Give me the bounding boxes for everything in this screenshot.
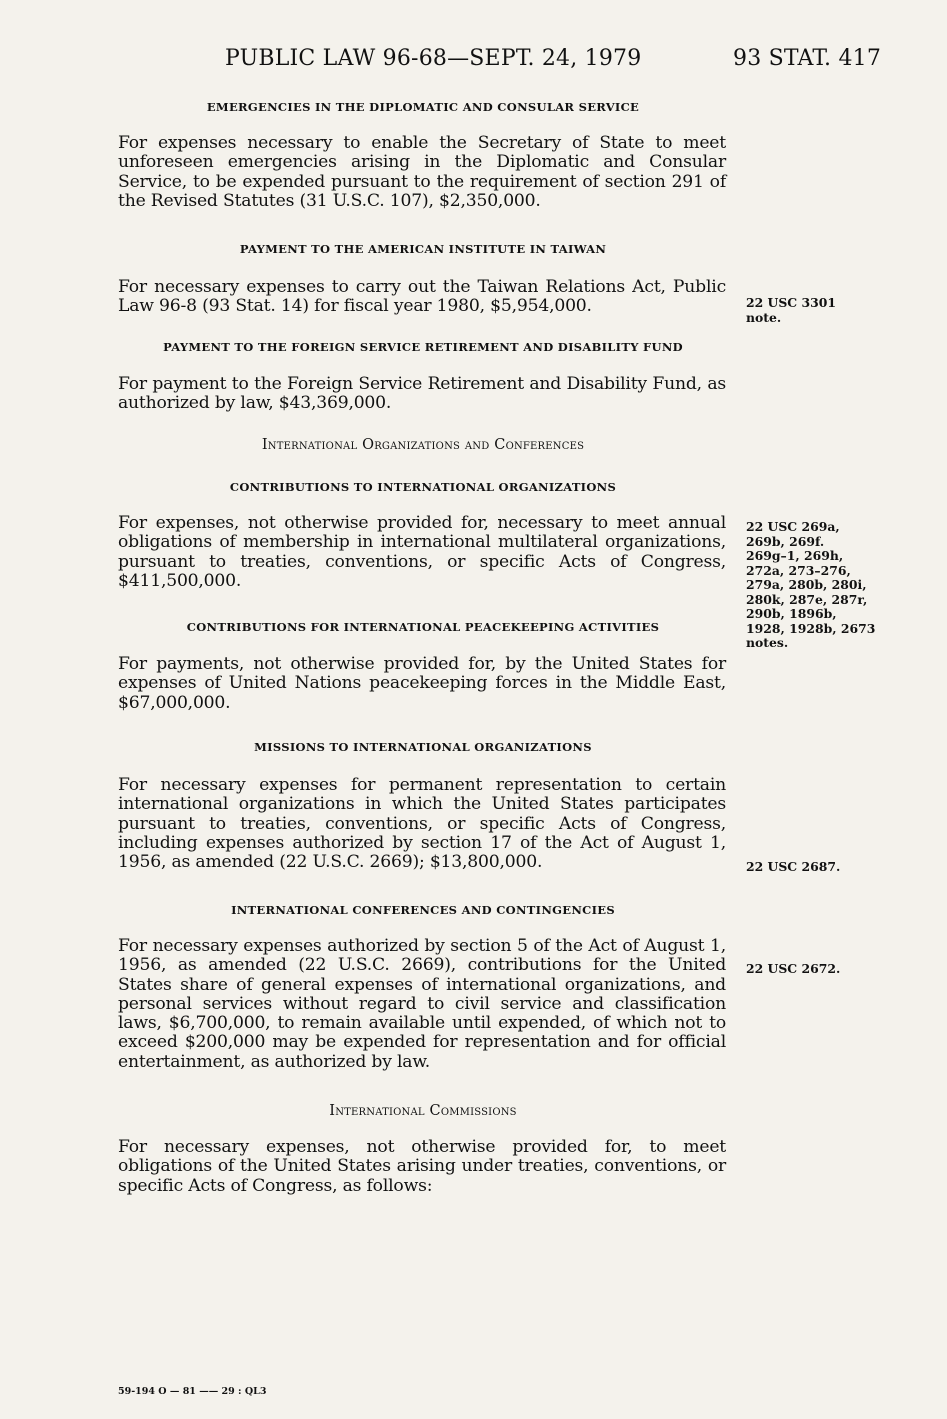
paragraph-missions-international-organizations: For necessary expenses for permanent representation to certain international organizations in which the United States participates pursuant to treaties, conventions, or specific Acts of Congress, including expenses authorized by section 17 of the Act of August 1, 1956, as amended (22 U.S.C. 2669); $13,800,000.	[118, 775, 726, 873]
heading-taiwan-institute: PAYMENT TO THE AMERICAN INSTITUTE IN TAIWAN	[239, 242, 607, 256]
paragraph-taiwan-institute: For necessary expenses to carry out the Taiwan Relations Act, Public Law 96-8 (93 Stat. 14) for fiscal year 1980, $5,954,000.	[118, 277, 726, 317]
margin-note-22-usc-2672: 22 USC 2672.	[746, 961, 841, 976]
footer-print-code: 59-194 O — 81 —— 29 : QL3	[118, 1386, 267, 1397]
heading-peacekeeping-activities: CONTRIBUTIONS FOR INTERNATIONAL PEACEKEEPING ACTIVITIES	[186, 620, 660, 634]
heading-contributions-international-organizations: CONTRIBUTIONS TO INTERNATIONAL ORGANIZATIONS	[229, 480, 617, 494]
paragraph-emergencies: For expenses necessary to enable the Secretary of State to meet unforeseen emergencies arising in the Diplomatic and Consular Service, to be expended pursuant to the requirement of section 291 of the Revised Statutes (31 U.S.C. 107), $2,350,000.	[118, 133, 726, 211]
heading-missions-international-organizations: MISSIONS TO INTERNATIONAL ORGANIZATIONS	[254, 740, 592, 754]
paragraph-international-commissions: For necessary expenses, not otherwise provided for, to meet obligations of the United States arising under treaties, conventions, or specific Acts of Congress, as follows:	[118, 1137, 726, 1196]
heading-international-organizations-conferences: International Organizations and Conferences	[261, 437, 585, 453]
paragraph-foreign-service-retirement: For payment to the Foreign Service Retirement and Disability Fund, as authorized by law, $43,369,000.	[118, 374, 726, 414]
margin-note-22-usc-3301: 22 USC 3301 note.	[746, 295, 836, 325]
heading-conferences-contingencies: INTERNATIONAL CONFERENCES AND CONTINGENCIES	[231, 903, 615, 917]
margin-note-22-usc-2687: 22 USC 2687.	[746, 859, 841, 874]
paragraph-peacekeeping-activities: For payments, not otherwise provided for, by the United States for expenses of United Nations peacekeeping forces in the Middle East, $67,000,000.	[118, 654, 726, 713]
heading-international-commissions: International Commissions	[329, 1103, 517, 1119]
paragraph-contributions-international-organizations: For expenses, not otherwise provided for, necessary to meet annual obligations of membership in international multilateral organizations, pursuant to treaties, conventions, or specific Acts of Congress, $411,500,000.	[118, 513, 726, 591]
running-head-title: PUBLIC LAW 96-68—SEPT. 24, 1979	[225, 46, 642, 71]
margin-note-22-usc-269a: 22 USC 269a, 269b, 269f. 269g–1, 269h, 272a, 273–276, 279a, 280b, 280i, 280k, 287e, 287r, 290b, 1896b, 1928, 1928b, 2673 notes.	[746, 519, 876, 650]
paragraph-conferences-contingencies: For necessary expenses authorized by section 5 of the Act of August 1, 1956, as amended (22 U.S.C. 2669), contributions for the United States share of general expenses of international organizations, and personal services without regard to civil service and classification laws, $6,700,000, to remain available until expended, of which not to exceed $200,000 may be expended for representation and for official entertainment, as authorized by law.	[118, 936, 726, 1072]
running-head-stat-page: 93 STAT. 417	[733, 46, 882, 71]
heading-emergencies: EMERGENCIES IN THE DIPLOMATIC AND CONSULAR SERVICE	[206, 100, 640, 114]
heading-foreign-service-retirement: PAYMENT TO THE FOREIGN SERVICE RETIREMENT AND DISABILITY FUND	[163, 340, 683, 354]
